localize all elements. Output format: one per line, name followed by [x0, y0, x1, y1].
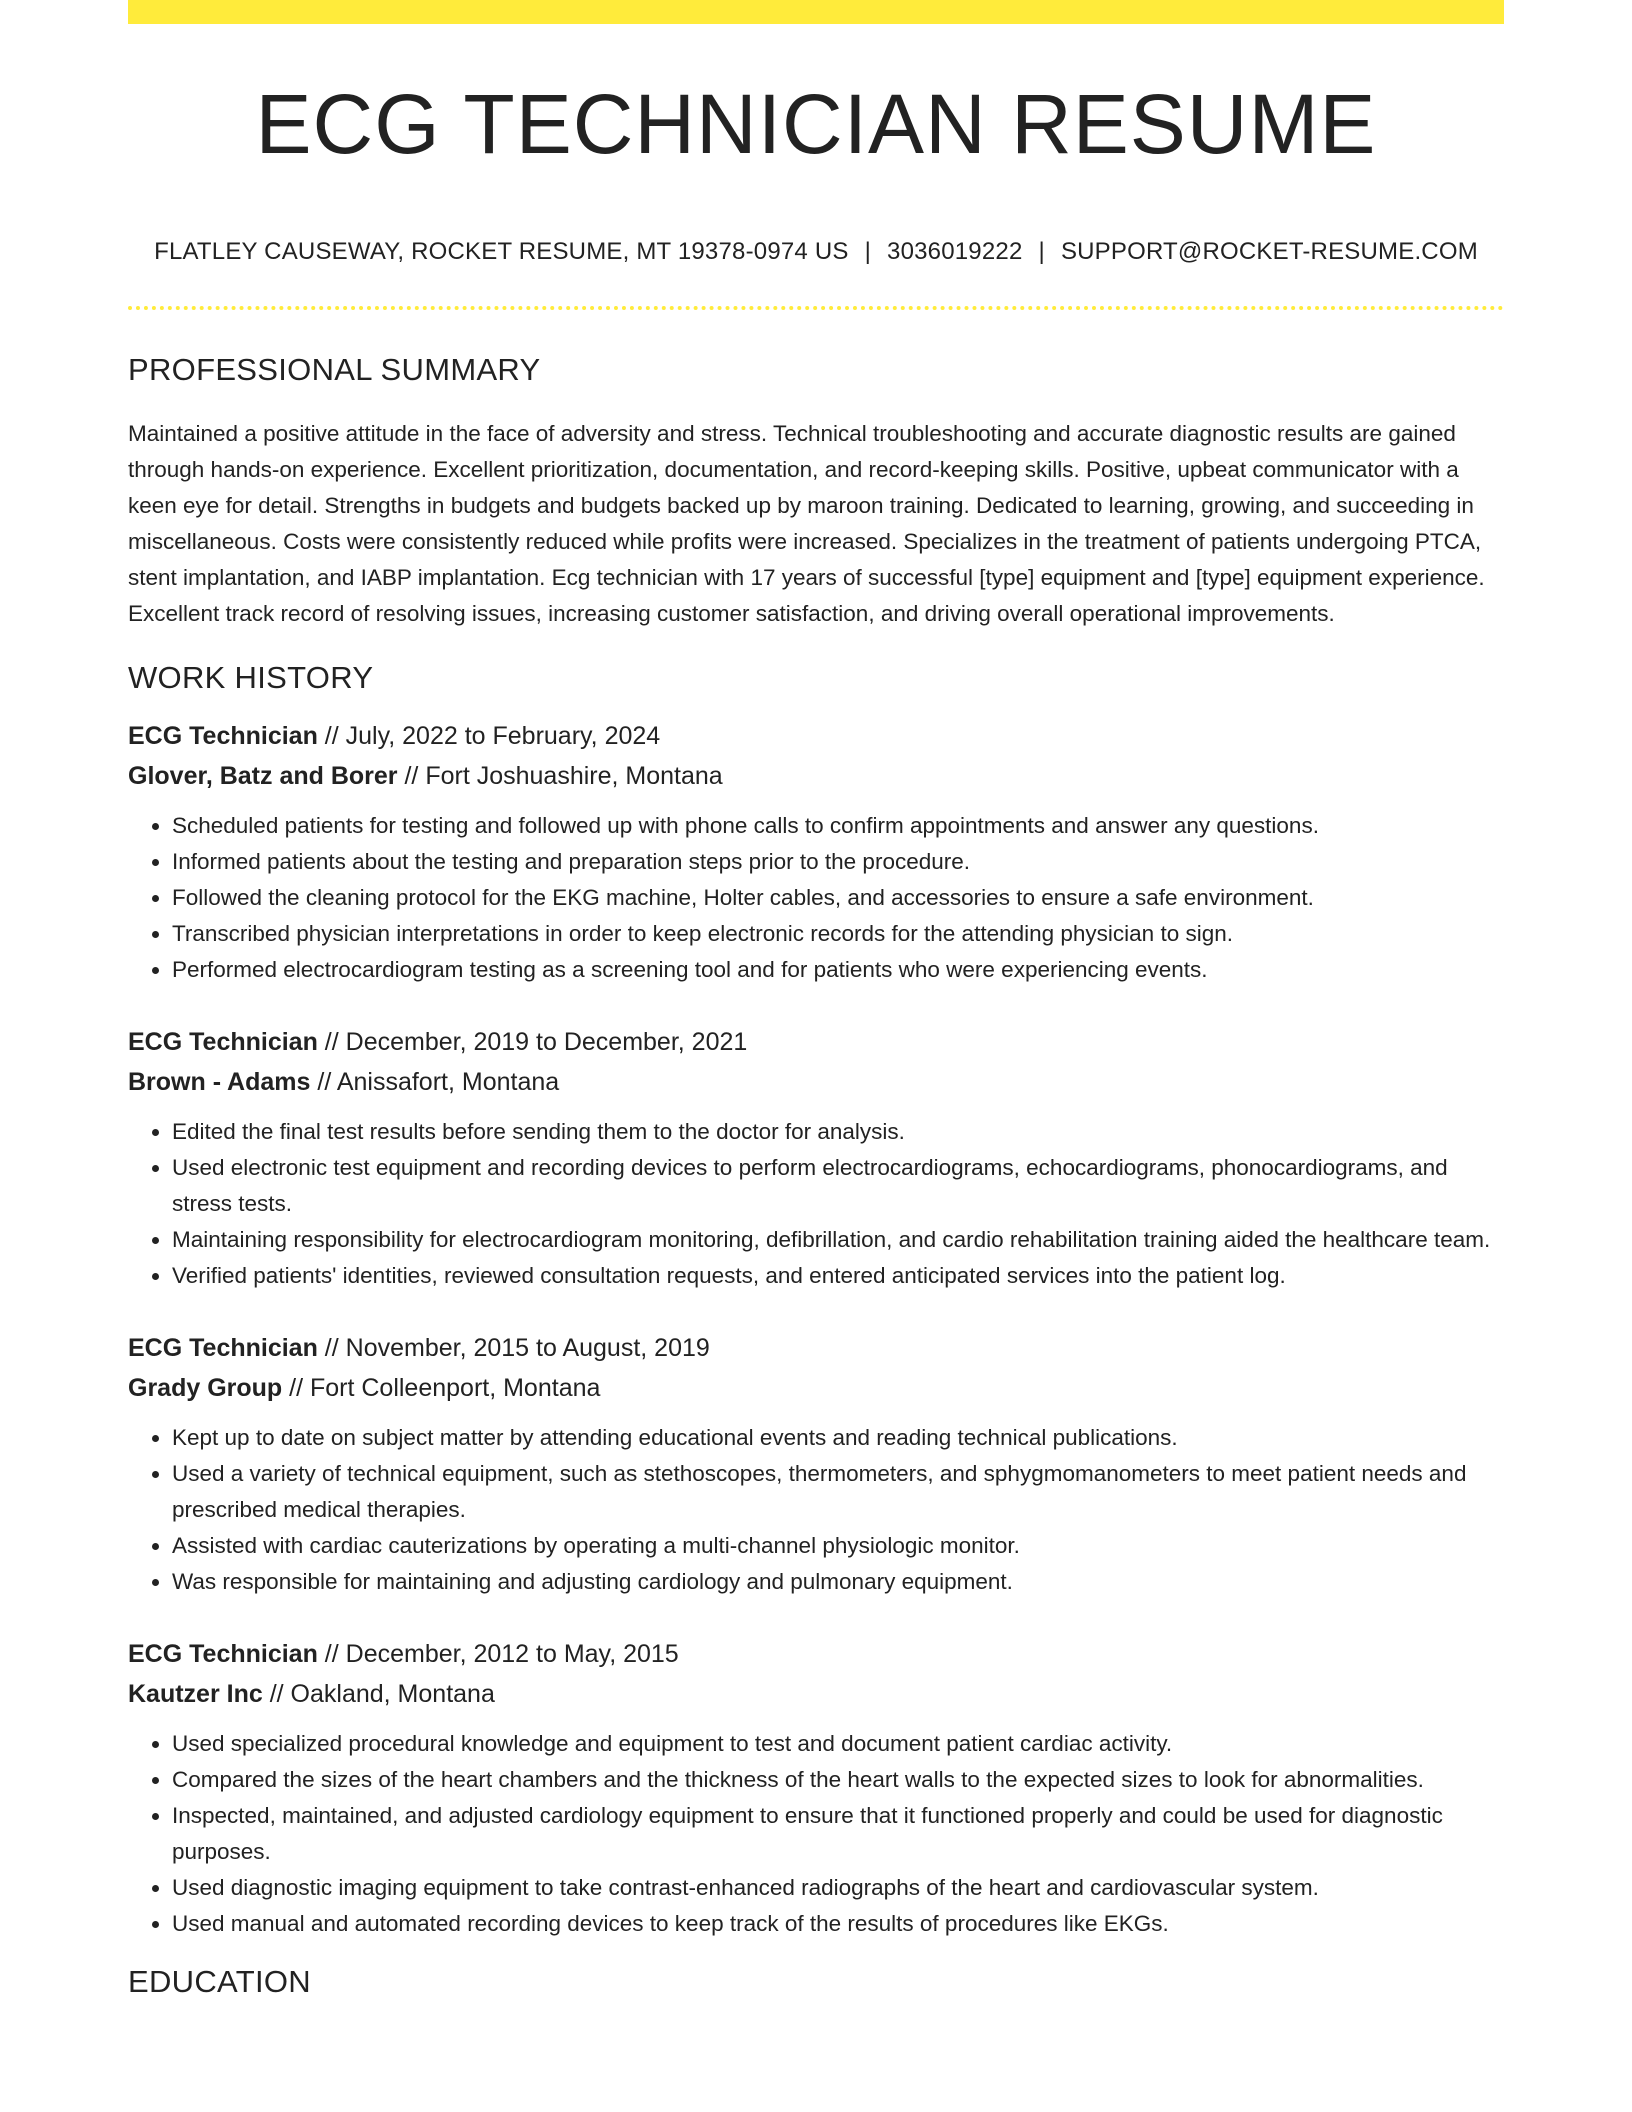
resume-title: ECG TECHNICIAN RESUME — [255, 77, 1377, 171]
job-location: // Oakland, Montana — [262, 1680, 495, 1708]
dotted-divider — [128, 306, 1504, 310]
job-company: Grady Group — [128, 1374, 283, 1402]
job-title-line — [128, 1022, 1504, 1062]
job-entry — [128, 1634, 1504, 1942]
job-bullet: • Assisted with cardiac cauterizations by operating a multi-channel physiologic monitor. — [172, 1528, 1504, 1564]
contact-phone: 3036019222 — [887, 238, 1023, 265]
job-bullet: • Used a variety of technical equipment, such as stethoscopes, thermometers, and sphygmomanometers to meet patient needs and prescribed medical therapies. — [172, 1456, 1504, 1528]
job-bullet: • Used manual and automated recording devices to keep track of the results of procedures like EKGs. — [172, 1906, 1504, 1942]
contact-address: FLATLEY CAUSEWAY, ROCKET RESUME, MT 19378-0974 US — [154, 238, 849, 265]
job-location: // Fort Joshuashire, Montana — [397, 762, 723, 790]
job-company: Kautzer Inc — [128, 1680, 263, 1708]
job-bullet: • Performed electrocardiogram testing as a screening tool and for patients who were experiencing events. — [172, 952, 1504, 988]
job-bullet: • Used specialized procedural knowledge and equipment to test and document patient cardiac activity. — [172, 1726, 1504, 1762]
job-bullet: • Was responsible for maintaining and adjusting cardiology and pulmonary equipment. — [172, 1564, 1504, 1600]
job-bullets — [128, 1726, 1504, 1942]
contact-email: SUPPORT@ROCKET-RESUME.COM — [1060, 238, 1478, 265]
contact-separator: | — [864, 238, 872, 265]
summary-text: Maintained a positive attitude in the face of adversity and stress. Technical troubleshooting and accurate diagnostic results are gained through hands-on experience. Excellent prioritization, documentation, and record-keeping skills. Positive, upbeat communicator with a keen eye for detail. Strengths in budgets and budgets backed up by maroon training. Dedicated to learning, growing, and succeeding in miscellaneous. Costs were consistently reduced while profits were increased. Specializes in the treatment of patients undergoing PTCA, stent implantation, and IABP implantation. Ecg technician with 17 years of successful [type] equipment and [type] equipment experience. Excellent track record of resolving issues, increasing customer satisfaction, and driving overall operational improvements. — [128, 421, 1485, 626]
job-title: ECG Technician — [128, 1334, 318, 1362]
job-entry — [128, 1022, 1504, 1294]
job-bullets — [128, 1420, 1504, 1600]
job-dates: // July, 2022 to February, 2024 — [317, 722, 661, 750]
job-dates: // December, 2012 to May, 2015 — [317, 1640, 679, 1668]
job-company-line — [128, 1062, 1504, 1102]
job-bullet: • Scheduled patients for testing and followed up with phone calls to confirm appointments and answer any questions. — [172, 808, 1504, 844]
job-bullet: • Used electronic test equipment and recording devices to perform electrocardiograms, echocardiograms, phonocardiograms, and stress tests. — [172, 1150, 1504, 1222]
job-title-line — [128, 1634, 1504, 1674]
job-dates: // December, 2019 to December, 2021 — [317, 1028, 748, 1056]
education-heading: EDUCATION — [128, 1964, 311, 1999]
job-bullet: • Edited the final test results before sending them to the doctor for analysis. — [172, 1114, 1504, 1150]
job-dates: // November, 2015 to August, 2019 — [317, 1334, 710, 1362]
job-bullet: • Used diagnostic imaging equipment to take contrast-enhanced radiographs of the heart and cardiovascular system. — [172, 1870, 1504, 1906]
job-company-line — [128, 1674, 1504, 1714]
summary-heading: PROFESSIONAL SUMMARY — [128, 352, 541, 387]
resume-content — [128, 352, 1504, 2000]
job-location: // Fort Colleenport, Montana — [282, 1374, 601, 1402]
job-bullet: • Verified patients' identities, reviewed consultation requests, and entered anticipated services into the patient log. — [172, 1258, 1504, 1294]
contact-line — [128, 238, 1504, 266]
job-title: ECG Technician — [128, 722, 318, 750]
job-bullet: • Kept up to date on subject matter by attending educational events and reading technical publications. — [172, 1420, 1504, 1456]
job-entry — [128, 716, 1504, 988]
job-bullet: • Compared the sizes of the heart chambers and the thickness of the heart walls to the expected sizes to look for abnormalities. — [172, 1762, 1504, 1798]
job-title: ECG Technician — [128, 1028, 318, 1056]
job-title-line — [128, 716, 1504, 756]
contact-separator: | — [1038, 238, 1045, 265]
job-company-line — [128, 1368, 1504, 1408]
job-location: // Anissafort, Montana — [310, 1068, 560, 1096]
job-entry — [128, 1328, 1504, 1600]
job-bullet: • Followed the cleaning protocol for the EKG machine, Holter cables, and accessories to ensure a safe environment. — [172, 880, 1504, 916]
job-bullet: • Informed patients about the testing and preparation steps prior to the procedure. — [172, 844, 1504, 880]
job-title-line — [128, 1328, 1504, 1368]
job-bullets — [128, 808, 1504, 988]
work-history-heading: WORK HISTORY — [128, 660, 374, 695]
job-bullet: • Transcribed physician interpretations in order to keep electronic records for the attending physician to sign. — [172, 916, 1504, 952]
job-title: ECG Technician — [128, 1640, 318, 1668]
job-bullet: • Maintaining responsibility for electrocardiogram monitoring, defibrillation, and cardio rehabilitation training aided the healthcare team. — [172, 1222, 1504, 1258]
accent-bar — [128, 0, 1504, 24]
job-bullets — [128, 1114, 1504, 1294]
job-company-line — [128, 756, 1504, 796]
job-company: Brown - Adams — [128, 1068, 311, 1096]
job-bullet: • Inspected, maintained, and adjusted cardiology equipment to ensure that it functioned properly and could be used for diagnostic purposes. — [172, 1798, 1504, 1870]
job-company: Glover, Batz and Borer — [128, 762, 398, 790]
